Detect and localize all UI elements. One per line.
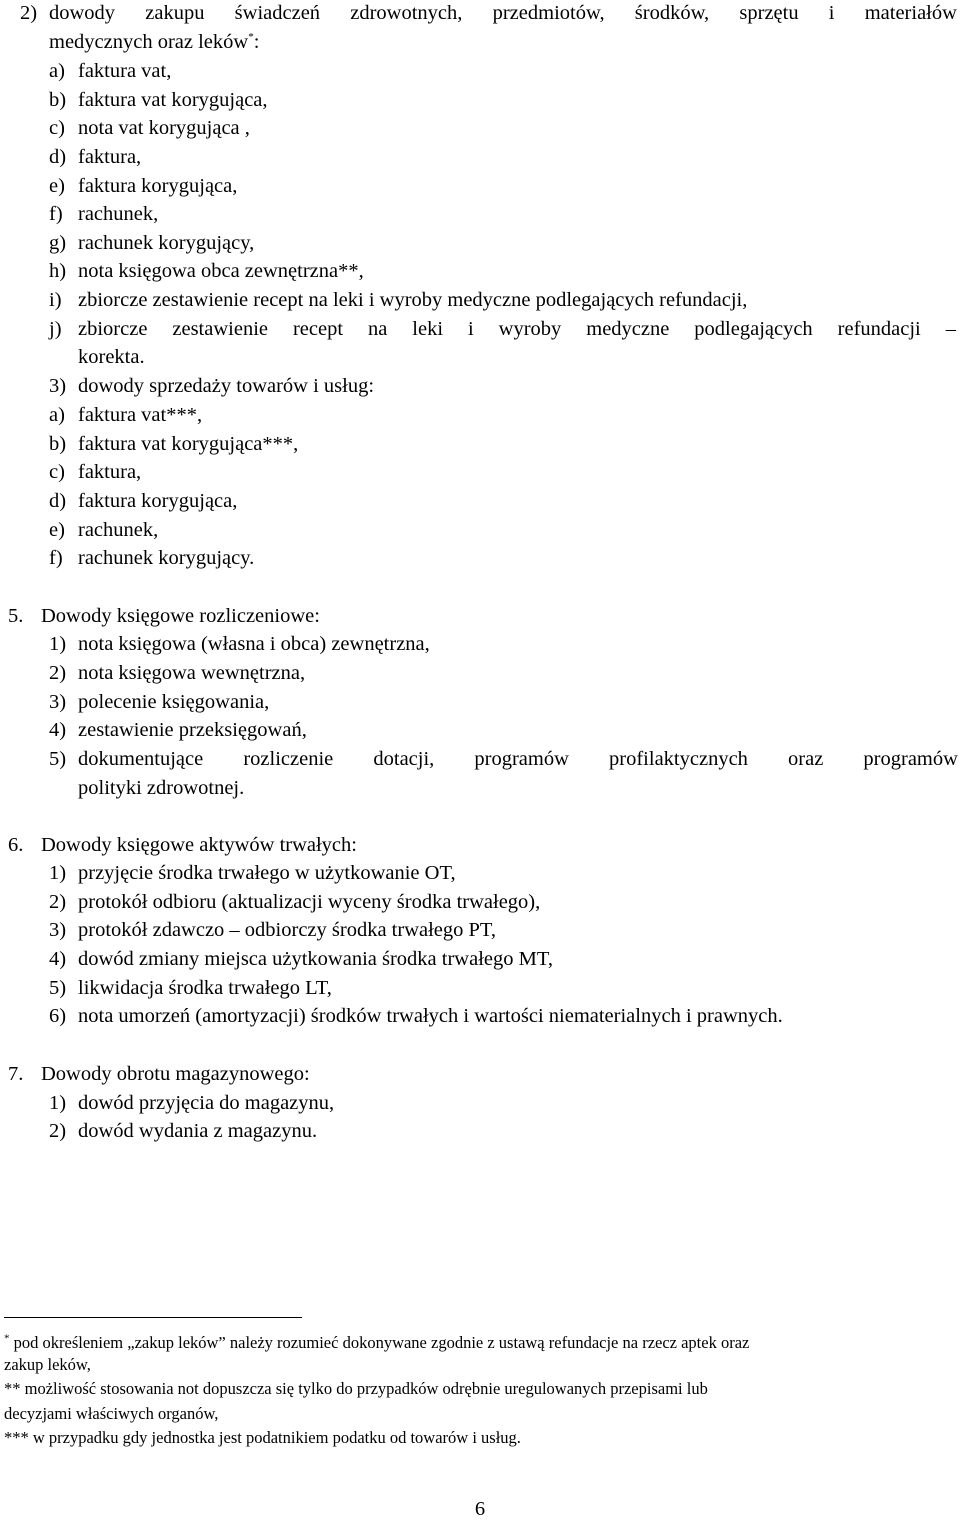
item-label: d) bbox=[49, 490, 67, 512]
section-5-heading bbox=[8, 604, 320, 628]
word: wyroby bbox=[498, 318, 562, 340]
item-label: i) bbox=[49, 289, 62, 311]
item-label: h) bbox=[49, 260, 67, 282]
word: zakupu bbox=[145, 2, 205, 24]
section-2-title-line-2 bbox=[49, 30, 259, 54]
item-text: dowód wydania z magazynu. bbox=[78, 1120, 318, 1142]
list-item bbox=[49, 432, 298, 456]
item-label: 1) bbox=[49, 862, 67, 884]
item-text: rachunek, bbox=[78, 203, 159, 225]
word: podlegających bbox=[694, 318, 813, 340]
footnote-text: pod określeniem „zakup leków” należy rozumieć dokonywane zgodnie z ustawą refundacje na rzecz aptek oraz bbox=[9, 1333, 750, 1352]
item-text: faktura vat korygująca, bbox=[78, 89, 268, 111]
footnote-mark: * bbox=[248, 31, 254, 44]
item-text: protokół zdawczo – odbiorczy środka trwałego PT, bbox=[78, 919, 497, 941]
item-label: c) bbox=[49, 461, 65, 483]
list-item bbox=[49, 489, 237, 513]
section-6-heading bbox=[8, 833, 357, 857]
item-text: faktura vat, bbox=[78, 60, 172, 82]
item-label: f) bbox=[49, 203, 63, 225]
list-item bbox=[49, 546, 254, 570]
item-text: nota księgowa (własna i obca) zewnętrzna, bbox=[78, 633, 430, 655]
list-item bbox=[49, 202, 158, 226]
word: oraz bbox=[788, 748, 824, 770]
list-item bbox=[49, 460, 141, 484]
list-item-j-line-1 bbox=[78, 317, 956, 341]
list-item-label: 5) bbox=[49, 748, 67, 770]
footnote-3: *** w przypadku gdy jednostka jest podatnikiem podatku od towarów i usług. bbox=[4, 1428, 521, 1447]
list-item bbox=[49, 518, 158, 542]
section-7-heading bbox=[8, 1062, 310, 1086]
list-item-j-line-2: korekta. bbox=[78, 346, 145, 368]
item-label: 6) bbox=[49, 1005, 67, 1027]
list-item bbox=[49, 661, 305, 685]
footnote-separator bbox=[4, 1317, 302, 1318]
section-2-number: 2) bbox=[20, 2, 38, 24]
list-item bbox=[49, 918, 496, 942]
list-item-5-line-1 bbox=[78, 747, 958, 771]
word: dotacji, bbox=[373, 748, 435, 770]
title-text: medycznych oraz leków bbox=[49, 31, 249, 53]
item-label: f) bbox=[49, 547, 63, 569]
footnote-1-line-1 bbox=[4, 1333, 749, 1353]
word: programów bbox=[474, 748, 569, 770]
item-label: g) bbox=[49, 232, 67, 254]
section-title: dowody sprzedaży towarów i usług: bbox=[78, 375, 375, 397]
item-text: nota księgowa obca zewnętrzna**, bbox=[78, 260, 364, 282]
section-title: Dowody księgowe aktywów trwałych: bbox=[41, 834, 357, 856]
item-text: faktura vat***, bbox=[78, 404, 203, 426]
list-item bbox=[49, 1119, 317, 1143]
item-label: 3) bbox=[49, 691, 67, 713]
word: leki bbox=[412, 318, 444, 340]
word: recept bbox=[292, 318, 344, 340]
item-text: dowód zmiany miejsca użytkowania środka trwałego MT, bbox=[78, 948, 553, 970]
section-number: 5. bbox=[8, 605, 24, 627]
footnote-1-line-2: zakup leków, bbox=[4, 1355, 91, 1374]
word: sprzętu bbox=[739, 2, 799, 24]
list-item bbox=[49, 976, 332, 1000]
item-text: przyjęcie środka trwałego w użytkowanie OT, bbox=[78, 862, 456, 884]
item-text: nota vat korygująca , bbox=[78, 117, 250, 139]
list-item bbox=[49, 890, 540, 914]
word: i bbox=[828, 2, 835, 24]
word: na bbox=[367, 318, 388, 340]
list-item bbox=[49, 288, 747, 312]
list-item bbox=[49, 259, 364, 283]
item-text: polecenie księgowania, bbox=[78, 691, 270, 713]
footnote-2-line-2: decyzjami właściwych organów, bbox=[4, 1404, 219, 1423]
word: zestawienie bbox=[172, 318, 268, 340]
word: zdrowotnych, bbox=[350, 2, 463, 24]
list-item bbox=[49, 174, 237, 198]
footnote-mark: * bbox=[4, 1332, 10, 1345]
word: świadczeń bbox=[234, 2, 321, 24]
list-item bbox=[49, 718, 307, 742]
item-label: 2) bbox=[49, 1120, 67, 1142]
list-item-label: j) bbox=[49, 318, 62, 340]
item-label: 5) bbox=[49, 977, 67, 999]
list-item bbox=[49, 632, 430, 656]
word: profilaktycznych bbox=[609, 748, 748, 770]
item-label: 2) bbox=[49, 891, 67, 913]
item-text: dowód przyjęcia do magazynu, bbox=[78, 1092, 335, 1114]
word: rozliczenie bbox=[243, 748, 334, 770]
word: programów bbox=[863, 748, 958, 770]
item-label: b) bbox=[49, 433, 67, 455]
title-colon: : bbox=[253, 31, 260, 53]
item-label: d) bbox=[49, 146, 67, 168]
list-item bbox=[49, 145, 141, 169]
item-text: nota umorzeń (amortyzacji) środków trwałych i wartości niematerialnych i prawnych. bbox=[78, 1005, 783, 1027]
list-item bbox=[49, 231, 254, 255]
word: – bbox=[945, 318, 956, 340]
word: dokumentujące bbox=[78, 748, 204, 770]
section-title: Dowody księgowe rozliczeniowe: bbox=[41, 605, 320, 627]
list-item bbox=[49, 88, 268, 112]
list-item bbox=[49, 59, 171, 83]
list-item bbox=[49, 1091, 334, 1115]
list-item bbox=[49, 403, 202, 427]
list-item bbox=[49, 1004, 783, 1028]
item-text: likwidacja środka trwałego LT, bbox=[78, 977, 332, 999]
word: i bbox=[468, 318, 474, 340]
list-item bbox=[49, 947, 553, 971]
section-2-title-line-1 bbox=[49, 1, 957, 25]
item-text: rachunek, bbox=[78, 519, 159, 541]
item-label: a) bbox=[49, 404, 65, 426]
list-item-5-line-2: polityki zdrowotnej. bbox=[78, 777, 245, 799]
word: środków, bbox=[634, 2, 710, 24]
item-label: a) bbox=[49, 60, 65, 82]
item-text: faktura, bbox=[78, 146, 142, 168]
item-label: 3) bbox=[49, 919, 67, 941]
word: dowody bbox=[49, 2, 116, 24]
item-label: b) bbox=[49, 89, 67, 111]
item-text: zestawienie przeksięgowań, bbox=[78, 719, 307, 741]
item-text: nota księgowa wewnętrzna, bbox=[78, 662, 306, 684]
item-text: faktura vat korygująca***, bbox=[78, 433, 299, 455]
item-label: 1) bbox=[49, 633, 67, 655]
section-title: Dowody obrotu magazynowego: bbox=[41, 1063, 310, 1085]
item-label: e) bbox=[49, 519, 65, 541]
item-label: 2) bbox=[49, 662, 67, 684]
item-label: 4) bbox=[49, 719, 67, 741]
item-text: rachunek korygujący. bbox=[78, 547, 255, 569]
word: przedmiotów, bbox=[492, 2, 605, 24]
item-label: e) bbox=[49, 175, 65, 197]
item-label: c) bbox=[49, 117, 65, 139]
section-number: 7. bbox=[8, 1063, 24, 1085]
item-text: faktura korygująca, bbox=[78, 175, 238, 197]
word: materiałów bbox=[864, 2, 957, 24]
item-text: rachunek korygujący, bbox=[78, 232, 255, 254]
list-item bbox=[49, 861, 456, 885]
item-label: 1) bbox=[49, 1092, 67, 1114]
item-text: zbiorcze zestawienie recept na leki i wyroby medyczne podlegających refundacji, bbox=[78, 289, 748, 311]
section-number: 6. bbox=[8, 834, 24, 856]
page-number: 6 bbox=[474, 1498, 486, 1520]
section-3-heading bbox=[49, 374, 374, 398]
footnote-2-line-1: ** możliwość stosowania not dopuszcza się tylko do przypadków odrębnie uregulowanych przepisami lub bbox=[4, 1379, 708, 1398]
section-number: 3) bbox=[49, 375, 67, 397]
list-item bbox=[49, 116, 250, 140]
word: refundacji bbox=[837, 318, 921, 340]
item-text: faktura, bbox=[78, 461, 142, 483]
item-text: protokół odbioru (aktualizacji wyceny środka trwałego), bbox=[78, 891, 541, 913]
word: medyczne bbox=[586, 318, 670, 340]
list-item bbox=[49, 690, 269, 714]
item-text: faktura korygująca, bbox=[78, 490, 238, 512]
word: zbiorcze bbox=[78, 318, 148, 340]
item-label: 4) bbox=[49, 948, 67, 970]
